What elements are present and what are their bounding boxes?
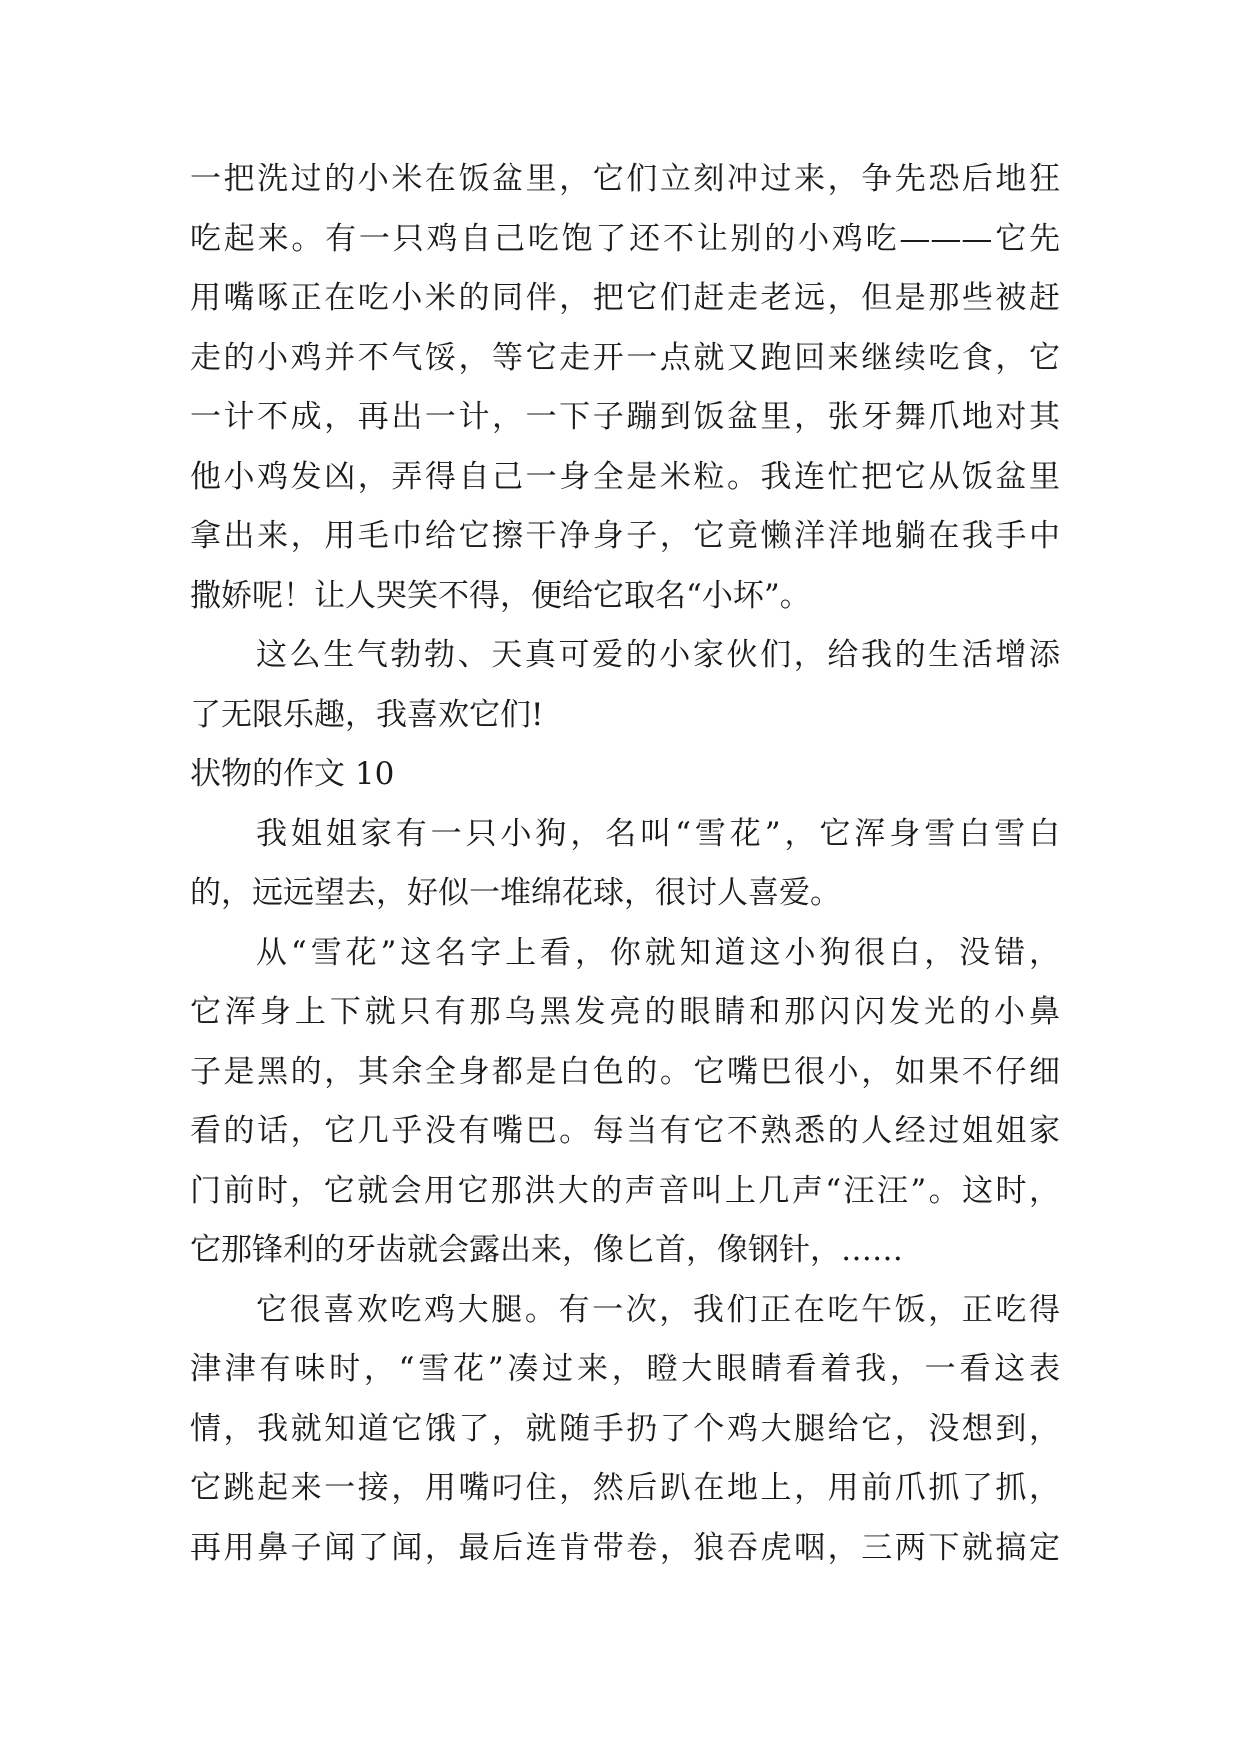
text-line: 再用鼻子闻了闻，最后连肯带卷，狼吞虎咽，三两下就搞定 xyxy=(190,1529,1060,1566)
text-line: 子是黑的，其余全身都是白色的。它嘴巴很小，如果不仔细 xyxy=(190,1053,1060,1090)
text-line: 它跳起来一接，用嘴叼住，然后趴在地上，用前爪抓了抓， xyxy=(190,1470,1060,1506)
text-line: 了无限乐趣，我喜欢它们! xyxy=(190,696,544,733)
text-line: 用嘴啄正在吃小米的同伴，把它们赶走老远，但是那些被赶 xyxy=(190,280,1060,316)
text-line: 这么生气勃勃、天真可爱的小家伙们，给我的生活增添 xyxy=(256,637,1060,673)
text-line: 一计不成，再出一计，一下子蹦到饭盆里，张牙舞爪地对其 xyxy=(190,399,1060,435)
text-line: 我姐姐家有一只小狗，名叫“雪花”，它浑身雪白雪白 xyxy=(256,815,1060,852)
text-line: 它浑身上下就只有那乌黑发亮的眼睛和那闪闪发光的小鼻 xyxy=(190,994,1060,1030)
text-line: 的，远远望去，好似一堆绵花球，很讨人喜爱。 xyxy=(190,875,841,911)
text-line: 门前时，它就会用它那洪大的声音叫上几声“汪汪”。这时， xyxy=(190,1172,1060,1209)
text-line: 从“雪花”这名字上看，你就知道这小狗很白，没错， xyxy=(256,934,1060,971)
text-line: 撒娇呢！让人哭笑不得，便给它取名“小坏”。 xyxy=(190,577,811,614)
text-line: 走的小鸡并不气馁，等它走开一点就又跑回来继续吃食，它 xyxy=(190,339,1060,376)
text-line: 它很喜欢吃鸡大腿。有一次，我们正在吃午饭，正吃得 xyxy=(256,1291,1060,1328)
text-line: 看的话，它几乎没有嘴巴。每当有它不熟悉的人经过姐姐家 xyxy=(190,1113,1060,1149)
text-line: 他小鸡发凶，弄得自己一身全是米粒。我连忙把它从饭盆里 xyxy=(190,458,1060,495)
document-page xyxy=(190,150,1060,1578)
section-heading: 状物的作文 10 xyxy=(190,756,395,792)
text-line: 津津有味时，“雪花”凑过来，瞪大眼睛看着我，一看这表 xyxy=(190,1351,1060,1387)
text-line: 它那锋利的牙齿就会露出来，像匕首，像钢针，…… xyxy=(190,1232,903,1268)
text-line: 一把洗过的小米在饭盆里，它们立刻冲过来，争先恐后地狂 xyxy=(190,161,1060,197)
text-line: 吃起来。有一只鸡自己吃饱了还不让别的小鸡吃———它先 xyxy=(190,220,1060,257)
text-line: 情，我就知道它饿了，就随手扔了个鸡大腿给它，没想到， xyxy=(190,1410,1060,1447)
text-line: 拿出来，用毛巾给它擦干净身子，它竟懒洋洋地躺在我手中 xyxy=(190,518,1060,554)
